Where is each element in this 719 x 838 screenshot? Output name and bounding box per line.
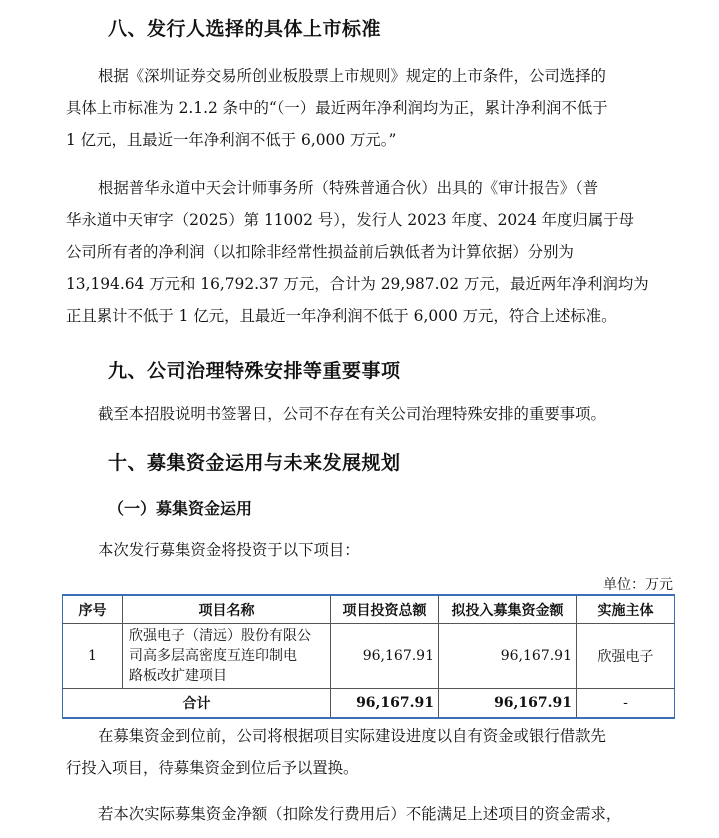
section-10-subheading: （一）募集资金运用	[108, 499, 253, 518]
text-line: 具体上市标准为 2.1.2 条中的“（一）最近两年净利润均为正，累计净利润不低于	[66, 99, 608, 117]
text-line: 本次发行募集资金将投资于以下项目：	[98, 541, 360, 559]
cell-total-investment: 96,167.91	[331, 624, 439, 689]
cell-total-label: 合计	[63, 689, 331, 719]
text-line: 若本次实际募集资金净额（扣除发行费用后）不能满足上述项目的资金需求，	[98, 805, 622, 823]
section-8-paragraph-2	[66, 172, 675, 332]
table-total-row	[63, 689, 675, 719]
table-row	[63, 624, 675, 689]
fund-usage-table	[62, 594, 675, 719]
cell-implementing-entity: 欣强电子	[577, 624, 675, 689]
header-index: 序号	[63, 595, 123, 624]
text-line: 根据普华永道中天会计师事务所（特殊普通合伙）出具的《审计报告》（普	[98, 179, 599, 197]
text-line: 公司所有者的净利润（以扣除非经常性损益前后孰低者为计算依据）分别为	[66, 243, 574, 261]
section-9-paragraph-1	[66, 398, 675, 430]
text-line: 1 亿元，且最近一年净利润不低于 6,000 万元。”	[66, 131, 397, 149]
table-header-row	[63, 595, 675, 624]
section-8-paragraph-1	[66, 60, 675, 156]
cell-raised-funds-sum: 96,167.91	[439, 689, 577, 719]
section-10-intro	[66, 534, 675, 566]
text-line: 行投入项目，待募集资金到位后予以置换。	[66, 759, 359, 777]
text-line: 华永道中天审字（2025）第 11002 号），发行人 2023 年度、2024 年度归属于母	[66, 211, 634, 229]
text-line: 正且累计不低于 1 亿元，且最近一年净利润不低于 6,000 万元，符合上述标准。	[66, 307, 617, 325]
cell-text-line: 司高多层高密度互连印制电	[129, 648, 297, 664]
unit-label: 单位：万元	[603, 577, 673, 593]
header-total-investment: 项目投资总额	[331, 595, 439, 624]
cell-index: 1	[63, 624, 123, 689]
header-raised-funds: 拟投入募集资金额	[439, 595, 577, 624]
header-project-name: 项目名称	[123, 595, 331, 624]
cell-total-entity: -	[577, 689, 675, 719]
section-9-heading: 九、公司治理特殊安排等重要事项	[108, 360, 401, 382]
cell-total-investment-sum: 96,167.91	[331, 689, 439, 719]
text-line: 截至本招股说明书签署日，公司不存在有关公司治理特殊安排的重要事项。	[98, 405, 606, 423]
cell-text-line: 路板改扩建项目	[129, 668, 227, 684]
header-implementing-entity: 实施主体	[577, 595, 675, 624]
section-10-heading: 十、募集资金运用与未来发展规划	[108, 452, 401, 474]
section-8-heading: 八、发行人选择的具体上市标准	[108, 18, 382, 40]
section-10-paragraph-after-table	[66, 720, 675, 784]
cell-project-name	[123, 624, 331, 689]
cell-text-line: 欣强电子（清远）股份有限公	[129, 628, 311, 644]
section-10-paragraph-last	[66, 798, 675, 830]
text-line: 根据《深圳证券交易所创业板股票上市规则》规定的上市条件，公司选择的	[98, 67, 606, 85]
text-line: 在募集资金到位前，公司将根据项目实际建设进度以自有资金或银行借款先	[98, 727, 606, 745]
text-line: 13,194.64 万元和 16,792.37 万元，合计为 29,987.02 万元，最近两年净利润均为	[66, 275, 649, 293]
cell-raised-funds: 96,167.91	[439, 624, 577, 689]
